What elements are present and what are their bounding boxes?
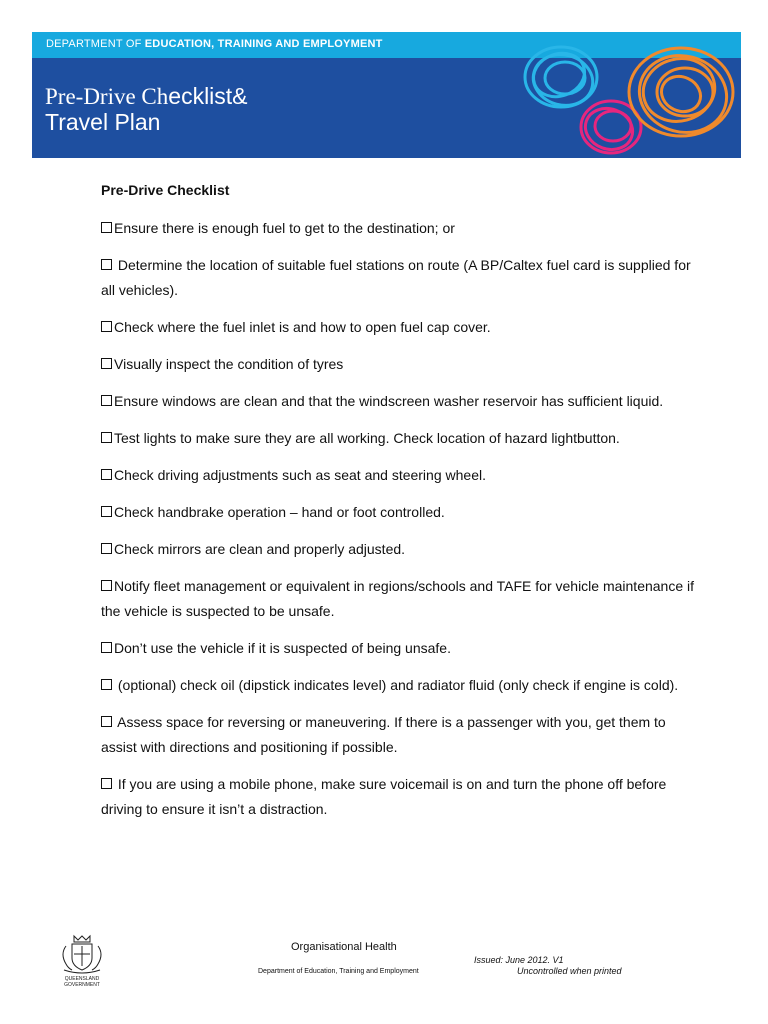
checklist-item: Visually inspect the condition of tyres <box>101 352 701 377</box>
checkbox-icon[interactable] <box>101 716 112 727</box>
document-title-line1: Pre-Drive Checklist& <box>45 83 248 109</box>
footer-issued-date: Issued: June 2012. V1 <box>474 955 564 965</box>
checkbox-icon[interactable] <box>101 259 112 270</box>
checklist-item: (optional) check oil (dipstick indicates level) and radiator fluid (only check if engine is cold). <box>101 673 701 698</box>
checklist-item: Test lights to make sure they are all working. Check location of hazard lightbutton. <box>101 426 701 451</box>
checklist-item: Determine the location of suitable fuel stations on route (A BP/Caltex fuel card is supplied for all vehicles). <box>101 257 691 298</box>
checklist-content <box>101 180 701 834</box>
department-name: DEPARTMENT OF EDUCATION, TRAINING AND EMPLOYMENT <box>46 38 383 50</box>
checklist-item: Don’t use the vehicle if it is suspected of being unsafe. <box>101 636 701 661</box>
section-heading: Pre-Drive Checklist <box>101 182 230 198</box>
checklist-item: If you are using a mobile phone, make sure voicemail is on and turn the phone off before driving to ensure it isn’t a distraction. <box>101 776 667 817</box>
footer-uncontrolled-notice: Uncontrolled when printed <box>517 966 622 976</box>
checklist-item: Ensure windows are clean and that the windscreen washer reservoir has sufficient liquid. <box>101 389 701 414</box>
checkbox-icon[interactable] <box>101 321 112 332</box>
page-header <box>32 32 741 158</box>
checklist-item: Ensure there is enough fuel to get to the destination; or <box>101 216 701 241</box>
checkbox-icon[interactable] <box>101 222 112 233</box>
decorative-swirls-graphic <box>441 32 741 158</box>
checkbox-icon[interactable] <box>101 358 112 369</box>
checkbox-icon[interactable] <box>101 642 112 653</box>
checklist-item: Notify fleet management or equivalent in regions/schools and TAFE for vehicle maintenance if the vehicle is suspected to be unsafe. <box>101 578 695 619</box>
svg-text:QUEENSLAND: QUEENSLAND <box>64 976 100 982</box>
checklist-item: Check driving adjustments such as seat and steering wheel. <box>101 463 701 488</box>
checklist-item: Check where the fuel inlet is and how to open fuel cap cover. <box>101 315 701 340</box>
queensland-government-crest-icon <box>56 932 108 988</box>
checkbox-icon[interactable] <box>101 778 112 789</box>
checkbox-icon[interactable] <box>101 679 112 690</box>
checklist-item: Assess space for reversing or maneuvering. If there is a passenger with you, get them to assist with directions and positioning if possible. <box>101 714 666 755</box>
checkbox-icon[interactable] <box>101 395 112 406</box>
footer-organisational-health: Organisational Health <box>291 941 397 953</box>
checkbox-icon[interactable] <box>101 469 112 480</box>
checklist-item: Check handbrake operation – hand or foot controlled. <box>101 500 701 525</box>
checkbox-icon[interactable] <box>101 543 112 554</box>
footer-department: Department of Education, Training and Employment <box>258 968 419 975</box>
svg-text:GOVERNMENT: GOVERNMENT <box>64 982 100 988</box>
checkbox-icon[interactable] <box>101 580 112 591</box>
checkbox-icon[interactable] <box>101 432 112 443</box>
checklist-item: Check mirrors are clean and properly adjusted. <box>101 537 701 562</box>
document-title-line2: Travel Plan <box>45 109 161 135</box>
checkbox-icon[interactable] <box>101 506 112 517</box>
